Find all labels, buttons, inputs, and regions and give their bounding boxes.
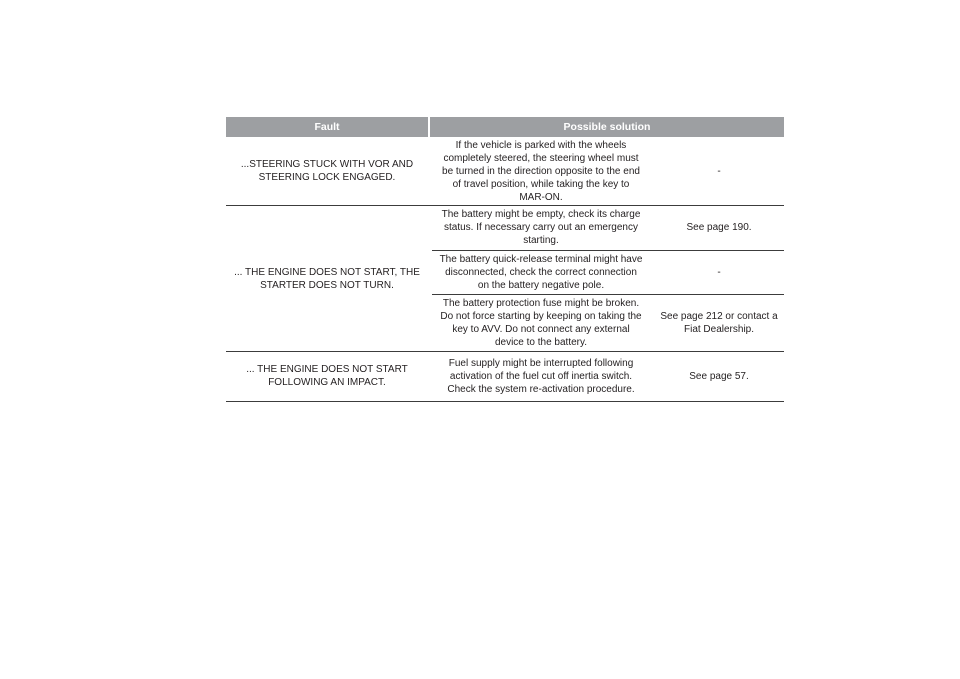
solution-cell: The battery might be empty, check its charge status. If necessary carry out an emergency starting. [441,209,641,246]
fault-cell-engine-impact: ... THE ENGINE DOES NOT START FOLLOWING AN IMPACT. [246,364,408,388]
reference-cell: See page 190. [686,222,752,233]
solution-column-header: Possible solution [430,117,784,137]
reference-cell: See page 212 or contact a Fiat Dealership. [660,311,778,335]
solution-cell: If the vehicle is parked with the wheels completely steered, the steering wheel must be turned in the direction opposite to the end of travel position, while taking the key to MAR-ON. [442,139,640,203]
fault-cell-engine-no-start: ... THE ENGINE DOES NOT START, THE STARTER DOES NOT TURN. [234,266,420,291]
fault-cell-steering-stuck: ...STEERING STUCK WITH VOR AND STEERING LOCK ENGAGED. [240,159,414,183]
reference-cell: See page 57. [689,370,749,382]
reference-cell: - [717,267,721,278]
row-divider [226,401,784,402]
solution-cell: The battery protection fuse might be broken. Do not force starting by keeping on taking the key to AVV. Do not connect any external device to the battery. [440,298,642,348]
solution-cell: Fuel supply might be interrupted following activation of the fuel cut off inertia switch. Check the system re-activation procedure. [447,357,635,395]
reference-cell: - [717,165,721,177]
fault-column-header: Fault [226,117,428,137]
solution-cell: The battery quick-release terminal might have disconnected, check the correct connection on the battery negative pole. [439,254,643,291]
